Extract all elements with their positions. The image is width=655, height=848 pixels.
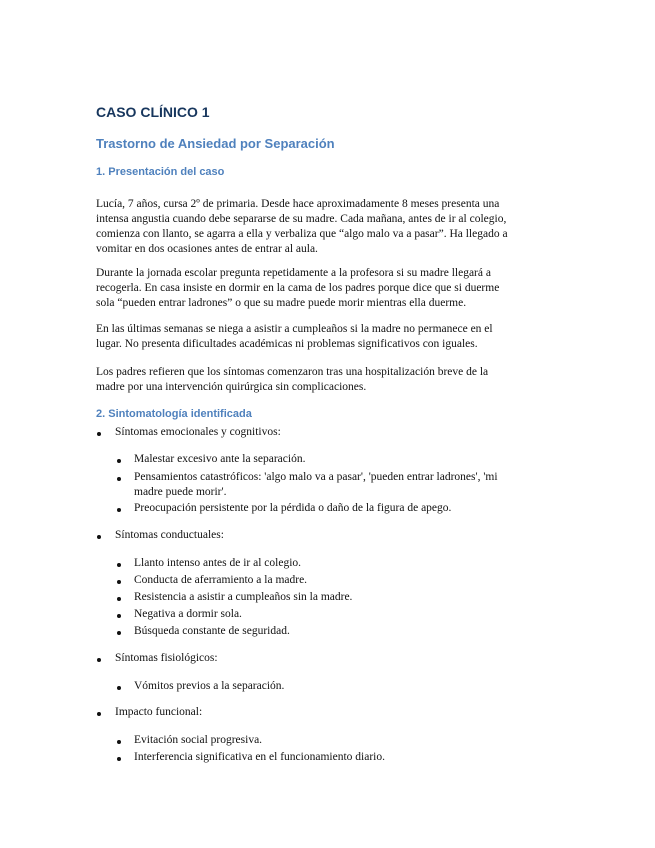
symptom-group-label: Síntomas conductuales: [115, 529, 224, 541]
bullet-icon [117, 614, 121, 618]
bullet-icon [117, 597, 121, 601]
bullet-icon [97, 432, 101, 436]
symptom-item: Interferencia significativa en el funcionamiento diario. [134, 751, 385, 763]
symptom-item: Llanto intenso antes de ir al colegio. [134, 557, 302, 569]
symptom-item: Búsqueda constante de seguridad. [134, 625, 290, 637]
paragraph-line: Los padres refieren que los síntomas comenzaron tras una hospitalización breve de la [96, 366, 489, 378]
bullet-icon [117, 686, 121, 690]
bullet-icon [97, 712, 101, 716]
bullet-icon [97, 658, 101, 662]
paragraph-line: madre por una intervención quirúrgica sin complicaciones. [96, 381, 367, 393]
paragraph [96, 365, 488, 395]
paragraph-line: Durante la jornada escolar pregunta repetidamente a la profesora si su madre llegará a [96, 267, 491, 279]
symptom-item: Conducta de aferramiento a la madre. [134, 574, 308, 586]
bullet-icon [97, 535, 101, 539]
symptom-item-continuation: madre puede morir'. [134, 486, 227, 498]
symptom-item: Preocupación persistente por la pérdida o daño de la figura de apego. [134, 502, 452, 514]
paragraph [96, 322, 493, 352]
symptom-item: Pensamientos catastróficos: 'algo malo va a pasar', 'pueden entrar ladrones', 'mi [134, 471, 498, 483]
bullet-icon [117, 580, 121, 584]
paragraph-line: recogerla. En casa insiste en dormir en la cama de los padres porque dice que si duerme [96, 282, 500, 294]
paragraph-line: Lucía, 7 años, cursa 2º de primaria. Desde hace aproximadamente 8 meses presenta una [96, 198, 500, 210]
bullet-icon [117, 508, 121, 512]
symptom-group-label: Síntomas fisiológicos: [115, 652, 218, 664]
paragraph-line: sola “pueden entrar ladrones” o que su madre puede morir mientras ella duerme. [96, 297, 467, 309]
page-title: CASO CLÍNICO 1 [96, 104, 210, 120]
paragraph-line: lugar. No presenta dificultades académicas ni problemas significativos con iguales. [96, 338, 478, 350]
paragraph-line: comienza con llanto, se agarra a ella y verbaliza que “algo malo va a pasar”. Ha llegado a [96, 228, 508, 240]
bullet-icon [117, 740, 121, 744]
section-heading-sintomatologia: 2. Sintomatología identificada [96, 408, 252, 420]
section-heading-presentacion: 1. Presentación del caso [96, 166, 225, 178]
symptom-group-label: Síntomas emocionales y cognitivos: [115, 426, 281, 438]
symptom-item: Evitación social progresiva. [134, 734, 263, 746]
bullet-icon [117, 757, 121, 761]
symptom-item: Resistencia a asistir a cumpleaños sin la madre. [134, 591, 353, 603]
page-subtitle: Trastorno de Ansiedad por Separación [96, 136, 335, 151]
paragraph-line: vomitar en dos ocasiones antes de entrar al aula. [96, 243, 318, 255]
bullet-icon [117, 631, 121, 635]
paragraph-line: En las últimas semanas se niega a asistir a cumpleaños si la madre no permanece en el [96, 323, 493, 335]
bullet-icon [117, 459, 121, 463]
bullet-icon [117, 563, 121, 567]
paragraph [96, 197, 508, 257]
paragraph [96, 266, 499, 311]
paragraph-line: intensa angustia cuando debe separarse de su madre. Cada mañana, antes de ir al colegio, [96, 213, 507, 225]
symptom-group-label: Impacto funcional: [115, 706, 203, 718]
symptom-item: Vómitos previos a la separación. [134, 680, 285, 692]
bullet-icon [117, 477, 121, 481]
symptom-item: Negativa a dormir sola. [134, 608, 242, 620]
symptom-item: Malestar excesivo ante la separación. [134, 453, 306, 465]
